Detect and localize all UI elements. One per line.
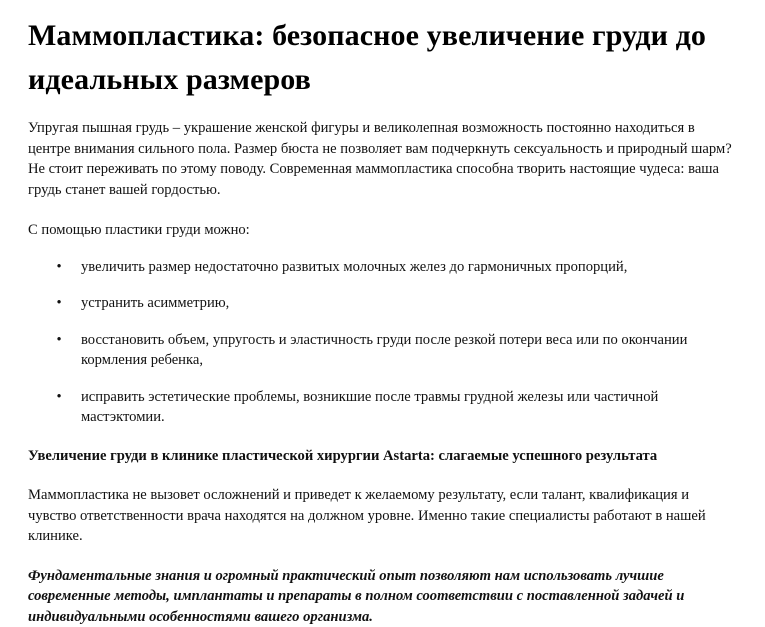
list-item bbox=[28, 257, 737, 278]
bullet-icon: • bbox=[54, 293, 64, 314]
benefits-list bbox=[28, 257, 737, 428]
bullet-icon: • bbox=[54, 257, 64, 278]
bullet-icon: • bbox=[54, 387, 64, 408]
page-title: Маммопластика: безопасное увеличение груди до идеальных размеров bbox=[28, 14, 737, 102]
list-item bbox=[28, 387, 737, 428]
list-item-text: увеличить размер недостаточно развитых молочных желез до гармоничных пропорций, bbox=[81, 259, 627, 275]
list-item-text: исправить эстетические проблемы, возникшие после травмы грудной железы или частичной мастэктомии. bbox=[81, 389, 658, 426]
bullet-icon: • bbox=[54, 330, 64, 351]
list-item-text: устранить асимметрию, bbox=[81, 295, 229, 311]
list-lead-text: С помощью пластики груди можно: bbox=[28, 220, 737, 241]
list-item bbox=[28, 293, 737, 314]
section-subheading: Увеличение груди в клинике пластической хирургии Astarta: слагаемые успешного результата bbox=[28, 446, 737, 467]
body-paragraph: Маммопластика не вызовет осложнений и приведет к желаемому результату, если талант, квалификация и чувство ответственности врача находятся на должном уровне. Именно такие специалисты работают в нашей клинике. bbox=[28, 485, 737, 547]
list-item-text: восстановить объем, упругость и эластичность груди после резкой потери веса или по окончании кормления ребенка, bbox=[81, 332, 687, 369]
list-item bbox=[28, 330, 737, 371]
closing-paragraph: Фундаментальные знания и огромный практический опыт позволяют нам использовать лучшие современные методы, имплантаты и препараты в полном соответствии с поставленной задачей и индивидуальными особенностями вашего организма. bbox=[28, 566, 737, 627]
intro-paragraph: Упругая пышная грудь – украшение женской фигуры и великолепная возможность постоянно находиться в центре внимания сильного пола. Размер бюста не позволяет вам подчеркнуть сексуальность и природный шарм? Не стоит переживать по этому поводу. Современная маммопластика способна творить настоящие чудеса: ваша грудь станет вашей гордостью. bbox=[28, 118, 737, 200]
